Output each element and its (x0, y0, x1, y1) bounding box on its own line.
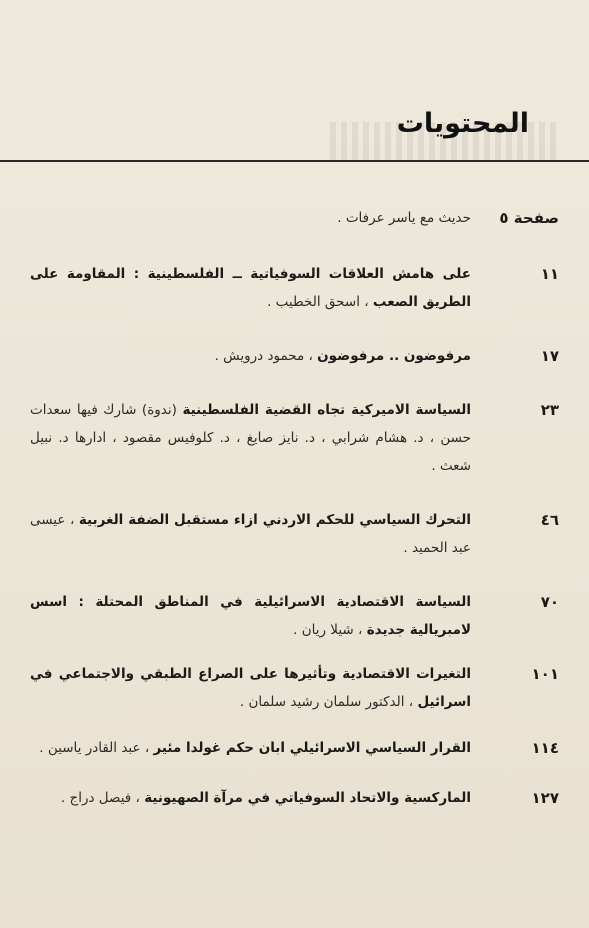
page-number: ٤٦ (540, 511, 559, 529)
page-title: المحتويات (396, 108, 529, 139)
entry-author: ، شيلا ريان . (293, 622, 363, 638)
page-number: ١١٤ (531, 739, 559, 757)
entry-text (30, 260, 471, 316)
page-number: ٢٣ (540, 401, 559, 419)
toc-entry (30, 734, 559, 762)
entry-title: مرفوضون .. مرفوضون (317, 348, 471, 364)
entry-title: السياسة الاميركية تجاه القضية الفلسطينية (182, 402, 471, 418)
entry-title: القرار السياسي الاسرائيلي ابان حكم غولدا مئير (153, 740, 471, 756)
entry-text (30, 342, 471, 370)
entry-author: حديث مع ياسر عرفات . (337, 210, 471, 226)
entry-text (30, 734, 471, 762)
entry-author: ، محمود درويش . (214, 348, 313, 364)
entry-title: التغيرات الاقتصادية وتأثيرها على الصراع الطبقي والاجتماعي في اسرائيل (30, 666, 471, 710)
toc-entry (30, 260, 559, 316)
entry-title: التحرك السياسي للحكم الاردني ازاء مستقبل الضفة الغربية (78, 512, 471, 528)
toc-entry (30, 506, 559, 562)
title-divider (0, 160, 589, 162)
page-number: ١٠١ (531, 665, 559, 683)
entry-text (30, 660, 471, 716)
page-number: ١٧ (540, 347, 559, 365)
page-number: ١١ (540, 265, 559, 283)
page-number: ٧٠ (540, 593, 559, 611)
entry-author: ، الدكتور سلمان رشيد سلمان . (239, 694, 414, 710)
toc-entry (30, 588, 559, 644)
entry-text (30, 396, 471, 480)
toc-entry (30, 204, 559, 232)
entry-text (30, 784, 471, 812)
entry-author: ، عيسى عبد الحميد . (30, 512, 471, 556)
toc-entry (30, 342, 559, 370)
entry-title: الماركسية والاتحاد السوفياتي في مرآة الصهيونية (144, 790, 471, 806)
entry-author: (ندوة) شارك فيها سعدات حسن ، د. هشام شرابي ، د. نايز صايغ ، د. كلوفيس مقصود ، ادارها د. نبيل شعث . (30, 402, 471, 474)
toc-entry (30, 396, 559, 480)
entry-author: ، عبد القادر ياسين . (39, 740, 150, 756)
entry-author: ، فيصل دراج . (60, 790, 140, 806)
entry-author: ، اسحق الخطيب . (267, 294, 369, 310)
toc-entry (30, 660, 559, 716)
entry-text (30, 588, 471, 644)
entry-text (30, 506, 471, 562)
entry-text (30, 204, 471, 232)
toc-entry (30, 784, 559, 812)
page-number: صفحة ٥ (499, 209, 559, 227)
entry-title: على هامش العلاقات السوفياتية ــ الفلسطينية : المقاومة على الطريق الصعب (30, 266, 471, 310)
page-number: ١٢٧ (531, 789, 559, 807)
entry-title: السياسة الاقتصادية الاسرائيلية في المناطق المحتلة : اسس لامبريالية جديدة (30, 594, 471, 638)
